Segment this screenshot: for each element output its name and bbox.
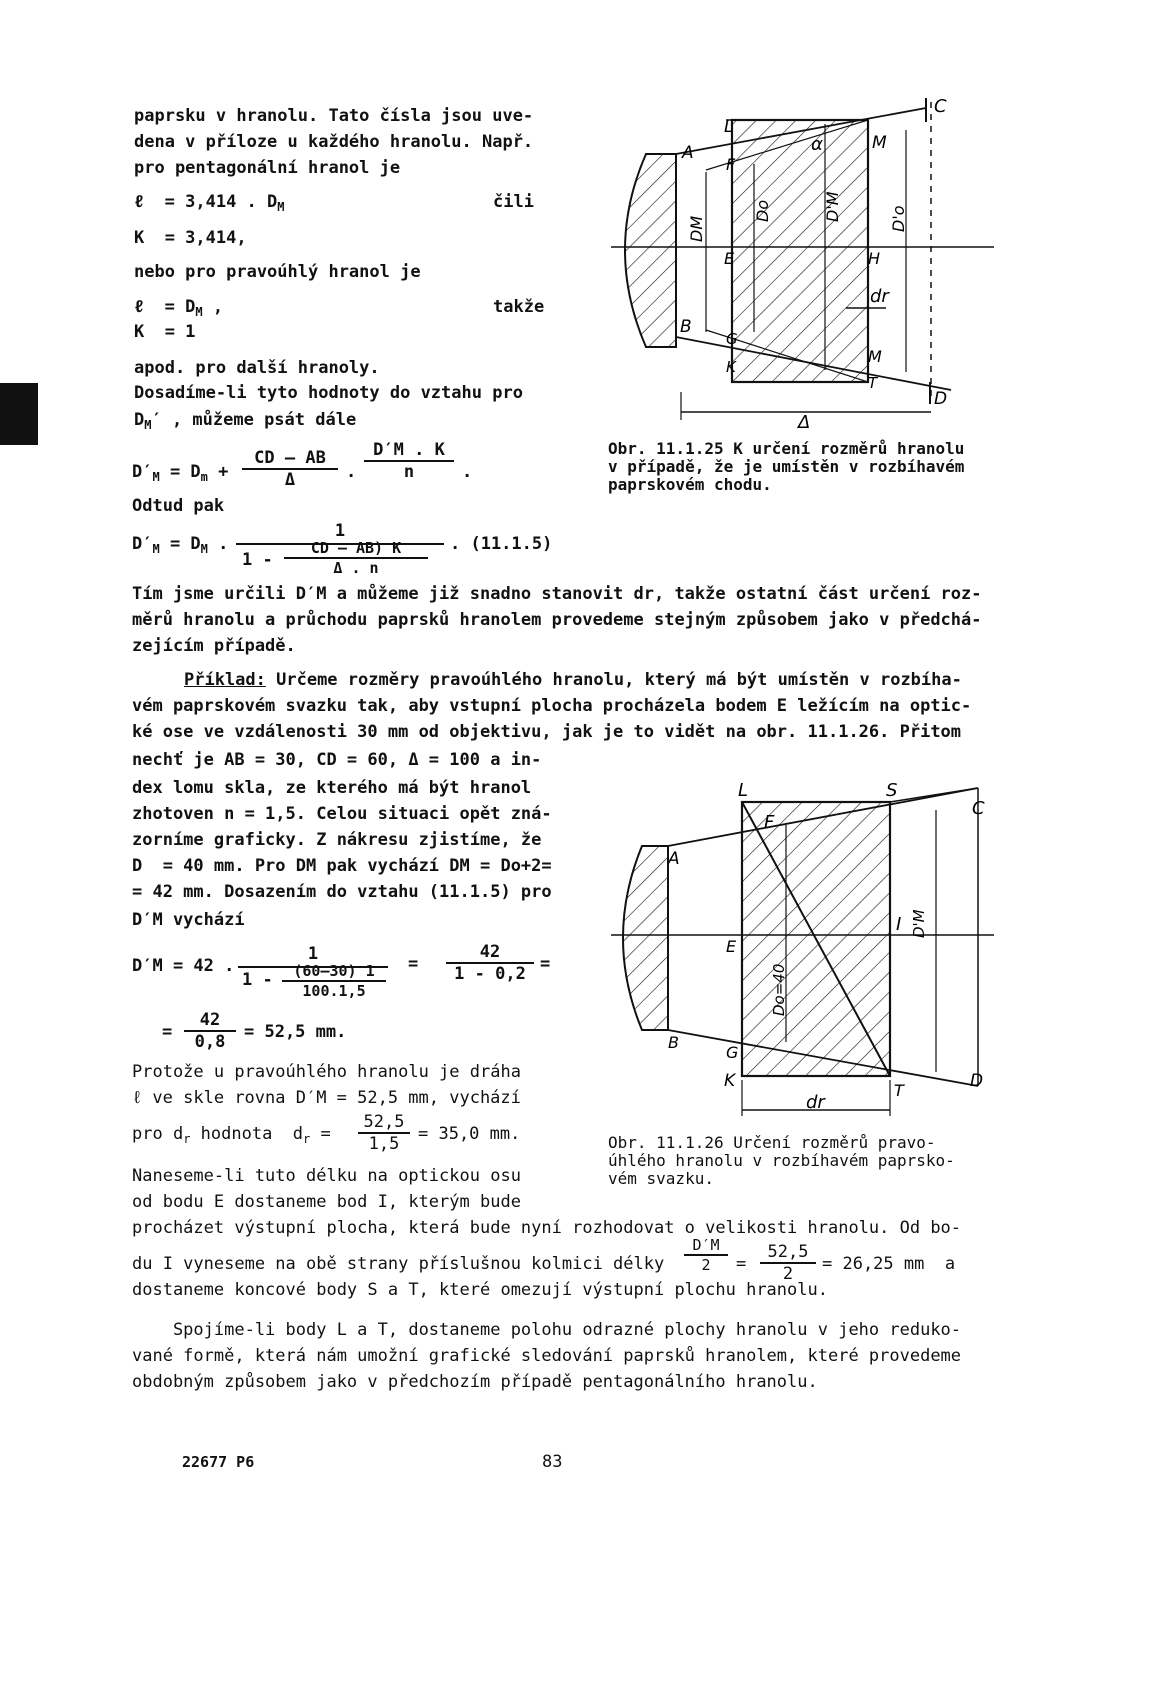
text-line: zhotoven n = 1,5. Celou situaci opět zná-: [132, 804, 552, 824]
label-DM: DM: [687, 215, 706, 242]
text-line: $D_M'$ , můžeme psát dále: [134, 410, 357, 432]
operator: .: [462, 462, 473, 482]
equation: K = 1: [134, 322, 196, 342]
equation: K = 3,414,: [134, 228, 247, 248]
text-line: apod. pro další hranoly.: [134, 358, 380, 378]
label-E: E: [726, 937, 737, 956]
fraction-numerator: 1: [307, 944, 319, 964]
label-T: T: [868, 374, 878, 392]
operator: =: [408, 954, 419, 974]
text-line: obdobným způsobem jako v předchozím případě pentagonálního hranolu.: [132, 1372, 818, 1392]
text-line: D = 40 mm. Pro DM pak vychází DM = Do+2=: [132, 856, 552, 876]
text-line: ké ose ve vzdálenosti 30 mm od objektivu, jak je to vidět na obr. 11.1.26. Přitom: [132, 722, 962, 742]
fraction-numerator: 1: [334, 521, 346, 541]
label-D: D: [934, 389, 948, 409]
label-dr: dr: [806, 1092, 825, 1113]
text-line: od bodu E dostaneme bod I, kterým bude: [132, 1192, 521, 1212]
label-dr: dr: [870, 286, 889, 307]
text-word: takže: [493, 297, 545, 317]
text-line: pro pentagonální hranol je: [134, 158, 401, 178]
label-A: A: [682, 143, 694, 163]
fraction: $\frac{D'M . K}{n}$: [364, 440, 454, 482]
label-C: C: [934, 96, 947, 117]
label-B: B: [680, 317, 692, 337]
text-line: nebo pro pravoúhlý hranol je: [134, 262, 421, 282]
text-line: Dosadíme-li tyto hodnoty do vztahu pro: [134, 383, 523, 403]
fraction: $\frac{CD - AB}{\Delta}$: [242, 448, 338, 490]
formula: $D'_M = D_M$ .: [132, 534, 229, 556]
text-line: zejícím případě.: [132, 636, 296, 656]
label-S: S: [886, 780, 898, 801]
label-Do: Do: [753, 199, 772, 222]
label-A: A: [668, 849, 680, 869]
nested-fraction: $\frac{CD - AB) K}{\Delta . n}$: [284, 539, 428, 577]
label-DM: D'M: [910, 909, 928, 938]
label-alpha: α: [811, 134, 823, 155]
text-line: Naneseme-li tuto délku na optickou osu: [132, 1166, 521, 1186]
equation-tag: . (11.1.5): [450, 534, 553, 554]
label-T: T: [894, 1081, 904, 1100]
fraction: $\frac{52,5}{2}$: [760, 1242, 816, 1284]
text-line: vané formě, která nám umožní grafické sledování paprsků hranolem, které provedeme: [132, 1346, 962, 1366]
label-delta: Δ: [798, 412, 811, 432]
fraction: $\frac{52,5}{1,5}$: [358, 1112, 410, 1154]
figure-caption: Obr. 11.1.25 K určení rozměrů hranolu v případě, že je umístěn v rozbíhavém paprskovém chodu.: [608, 439, 965, 494]
label-G: G: [726, 330, 738, 348]
label-I: I: [896, 914, 902, 935]
label-M1: M: [872, 133, 887, 153]
label-Do2: D'o: [889, 205, 908, 232]
text-line: vém paprskovém svazku tak, aby vstupní plocha procházela bodem E ležícím na optic-: [132, 696, 972, 716]
label-DM2: D'M: [823, 191, 842, 222]
formula: $D'_M = D_m$ +: [132, 462, 229, 484]
fraction: $\frac{42}{0,8}$: [184, 1010, 236, 1052]
fraction: $\frac{D'M}{2}$: [684, 1236, 728, 1274]
label-K: K: [724, 1071, 736, 1091]
text-line: dex lomu skla, ze kterého má být hranol: [132, 778, 532, 798]
result: = 35,0 mm.: [418, 1124, 521, 1144]
text-line: Příklad: Určeme rozměry pravoúhlého hranolu, který má být umístěn v rozbíha-: [184, 670, 962, 690]
text-line: du I vyneseme na obě strany příslušnou kolmici délky: [132, 1254, 665, 1274]
label-F: F: [764, 812, 775, 833]
text-line: měrů hranolu a průchodu paprsků hranolem provedeme stejným způsobem jako v předchá-: [132, 610, 982, 630]
text-line: D′M vychází: [132, 910, 245, 930]
figure-caption: Obr. 11.1.26 Určení rozměrů pravo- úhlého hranolu v rozbíhavém paprsko- vém svazku.: [608, 1133, 955, 1188]
text-line: ℓ ve skle rovna D′M = 52,5 mm, vychází: [132, 1088, 521, 1108]
label-G: G: [726, 1043, 739, 1062]
text-line: nechť je AB = 30, CD = 60, Δ = 100 a in-: [132, 750, 542, 770]
text-line: = 42 mm. Dosazením do vztahu (11.1.5) pro: [132, 882, 552, 902]
label-Do: Do=40: [770, 963, 788, 1016]
label-K: K: [726, 358, 736, 376]
footer-code: 22677 P6: [182, 1453, 255, 1471]
text-line: pro $d_r$ hodnota $d_r$ =: [132, 1124, 331, 1146]
formula: D′M = 42 .: [132, 956, 235, 976]
text-line: dostaneme koncové body S a T, které omezují výstupní plochu hranolu.: [132, 1280, 828, 1300]
label-D: D: [970, 1071, 984, 1091]
text-line: dena v příloze u každého hranolu. Např.: [134, 132, 534, 152]
equation: ℓ = $D_M$ ,: [134, 297, 224, 319]
fraction: $\frac{42}{1 - 0,2}$: [446, 942, 534, 984]
operator: =: [736, 1254, 747, 1274]
binder-mark: [0, 383, 38, 445]
figure-11-1-25: [606, 92, 996, 432]
label-E: E: [724, 249, 735, 268]
figure-11-1-26: [606, 780, 996, 1120]
nested-fraction: $\frac{(60-30) 1}{100.1,5}$: [282, 962, 386, 1000]
operator: =: [540, 954, 551, 974]
text-word: čili: [493, 192, 534, 212]
label-F: F: [726, 155, 736, 174]
operator: =: [162, 1022, 173, 1042]
label-M2: M: [868, 347, 882, 366]
result: = 52,5 mm.: [244, 1022, 347, 1042]
operator: .: [346, 462, 357, 482]
page-number: 83: [542, 1452, 563, 1472]
text-line: zorníme graficky. Z nákresu zjistíme, že: [132, 830, 542, 850]
text-line: Spojíme-li body L a T, dostaneme polohu odrazné plochy hranolu v jeho reduko-: [132, 1320, 962, 1340]
fraction-part: 1 -: [242, 550, 273, 570]
fraction-part: 1 -: [242, 970, 273, 990]
label-H: H: [868, 249, 881, 268]
text-line: Tím jsme určili D′M a můžeme již snadno stanovit dr, takže ostatní část určení roz-: [132, 584, 982, 604]
label-B: B: [668, 1033, 679, 1052]
result: = 26,25 mm a: [822, 1254, 956, 1274]
text-line: procházet výstupní plocha, která bude nyní rozhodovat o velikosti hranolu. Od bo-: [132, 1218, 962, 1238]
label-C: C: [972, 798, 985, 819]
text-line: paprsku v hranolu. Tato čísla jsou uve-: [134, 106, 534, 126]
text-line: Protože u pravoúhlého hranolu je dráha: [132, 1062, 521, 1082]
text-line: Odtud pak: [132, 496, 225, 516]
label-L: L: [738, 780, 749, 801]
equation: ℓ = 3,414 . $D_M$: [134, 192, 285, 214]
label-L: L: [724, 117, 734, 137]
